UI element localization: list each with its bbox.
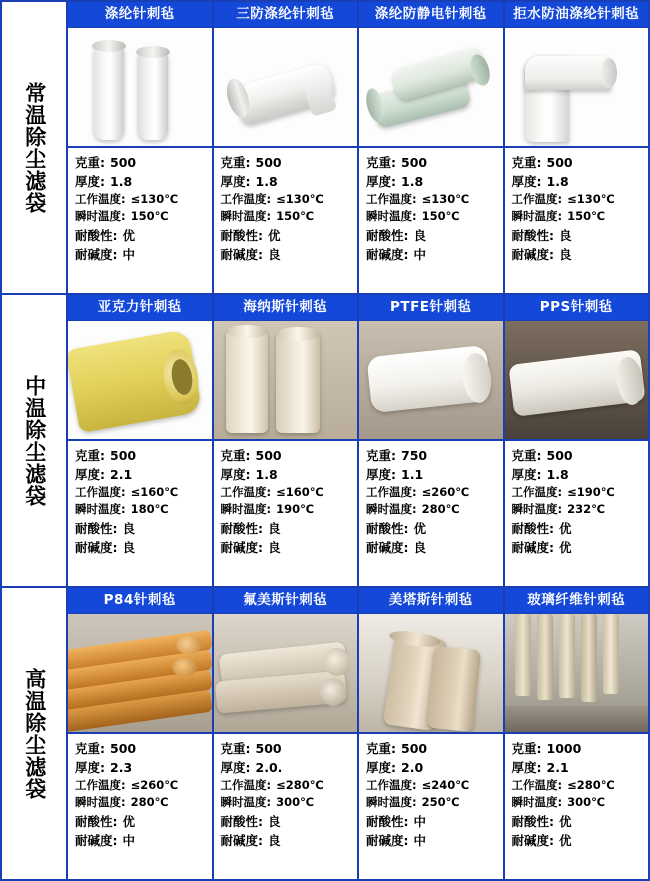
spec-value: 优: [122, 813, 136, 829]
spec-value: 优: [559, 813, 572, 829]
spec-key: 耐酸性:: [220, 227, 263, 243]
product-title: 涤纶防静电针刺毡: [359, 2, 503, 28]
product-photo-beige-fms-bags-stack: [214, 614, 358, 734]
spec-row: [75, 446, 208, 465]
spec-row: [221, 831, 354, 850]
spec-key: 耐碱度:: [511, 246, 554, 262]
spec-key: 瞬时温度:: [220, 502, 272, 517]
spec-value: 良: [559, 246, 572, 262]
spec-key: 瞬时温度:: [366, 502, 417, 517]
spec-list: [214, 441, 358, 586]
spec-value: ≤160℃: [276, 484, 324, 499]
spec-row: [366, 245, 499, 264]
spec-key: 厚度:: [366, 759, 396, 775]
spec-key: 耐碱度:: [366, 246, 409, 262]
card-group-normal-temp: [68, 2, 648, 293]
product-title: 玻璃纤维针刺毡: [505, 588, 649, 614]
spec-value: 150℃: [567, 209, 606, 224]
product-title: 拒水防油涤纶针刺毡: [505, 2, 649, 28]
spec-row: [75, 758, 208, 777]
spec-value: 良: [268, 832, 281, 848]
spec-key: 耐酸性:: [75, 520, 118, 536]
spec-key: 耐酸性:: [511, 813, 554, 829]
spec-row: [221, 208, 354, 225]
spec-row: [512, 465, 645, 484]
spec-key: 工作温度:: [366, 484, 417, 499]
spec-key: 厚度:: [366, 466, 396, 482]
spec-row: [75, 794, 208, 811]
spec-row: [221, 501, 354, 518]
product-title: 海纳斯针刺毡: [214, 295, 358, 321]
spec-value: 1.8: [401, 173, 424, 189]
spec-value: 500: [401, 154, 428, 170]
spec-value: 500: [110, 154, 137, 170]
spec-value: 250℃: [421, 795, 460, 810]
spec-key: 克重:: [511, 447, 542, 463]
spec-row: [221, 226, 354, 245]
spec-value: 1.8: [110, 173, 133, 189]
spec-key: 厚度:: [511, 173, 542, 189]
spec-key: 厚度:: [511, 759, 542, 775]
spec-key: 耐碱度:: [366, 832, 409, 848]
spec-value: 中: [413, 813, 427, 829]
spec-value: 良: [268, 813, 281, 829]
product-photo-white-bent-bag: [505, 28, 649, 148]
spec-value: 500: [255, 154, 282, 170]
spec-row: [366, 777, 499, 794]
product-title: 三防涤纶针刺毡: [214, 2, 358, 28]
spec-key: 厚度:: [511, 466, 542, 482]
spec-list: [214, 734, 358, 879]
spec-value: ≤260℃: [130, 777, 179, 792]
spec-row: [366, 812, 499, 831]
spec-row: [75, 519, 208, 538]
product-band-high-temp: [2, 588, 648, 879]
spec-value: 中: [413, 246, 427, 262]
product-title: 涤纶针刺毡: [68, 2, 212, 28]
spec-value: ≤260℃: [421, 484, 470, 499]
spec-row: [366, 446, 499, 465]
product-band-medium-temp: [2, 295, 648, 588]
product-title: P84针刺毡: [68, 588, 212, 614]
spec-row: [512, 446, 645, 465]
spec-key: 耐碱度:: [366, 539, 409, 555]
spec-row: [366, 519, 499, 538]
spec-key: 瞬时温度:: [511, 795, 563, 810]
spec-value: 1.8: [255, 466, 278, 482]
spec-row: [221, 153, 354, 172]
product-title: PPS针刺毡: [505, 295, 649, 321]
spec-value: 优: [122, 227, 136, 243]
product-photo-orange-p84-bags-stack: [68, 614, 212, 734]
spec-row: [75, 245, 208, 264]
spec-key: 瞬时温度:: [366, 209, 417, 224]
spec-value: 良: [268, 246, 281, 262]
spec-list: [68, 148, 212, 293]
spec-value: 中: [122, 246, 136, 262]
spec-key: 厚度:: [75, 759, 105, 775]
spec-value: 500: [401, 740, 428, 756]
spec-list: [359, 148, 503, 293]
spec-value: 500: [110, 740, 137, 756]
spec-row: [512, 501, 645, 518]
spec-row: [221, 538, 354, 557]
spec-key: 工作温度:: [366, 777, 417, 792]
spec-value: ≤190℃: [567, 484, 615, 499]
spec-row: [366, 172, 499, 191]
spec-value: ≤160℃: [130, 484, 179, 499]
spec-key: 瞬时温度:: [220, 209, 272, 224]
spec-row: [366, 739, 499, 758]
spec-row: [512, 484, 645, 501]
spec-key: 瞬时温度:: [75, 209, 126, 224]
spec-list: [505, 441, 649, 586]
spec-key: 瞬时温度:: [366, 795, 417, 810]
spec-list: [68, 734, 212, 879]
band-label-text: 中温除尘滤袋: [22, 374, 47, 507]
product-band-normal-temp: [2, 2, 648, 295]
spec-key: 厚度:: [75, 466, 105, 482]
spec-value: 150℃: [130, 209, 169, 224]
spec-row: [221, 794, 354, 811]
product-card[interactable]: [505, 295, 649, 586]
product-card[interactable]: [505, 2, 649, 293]
spec-value: 150℃: [421, 209, 460, 224]
product-card[interactable]: [505, 588, 649, 879]
spec-key: 耐碱度:: [75, 246, 118, 262]
band-label-medium-temp: [2, 295, 68, 586]
spec-row: [75, 226, 208, 245]
spec-key: 耐酸性:: [366, 813, 409, 829]
spec-row: [366, 501, 499, 518]
card-group-medium-temp: [68, 295, 648, 586]
spec-row: [221, 446, 354, 465]
spec-row: [221, 465, 354, 484]
spec-key: 克重:: [75, 154, 105, 170]
spec-key: 克重:: [366, 154, 396, 170]
spec-key: 克重:: [511, 154, 542, 170]
spec-row: [75, 777, 208, 794]
spec-value: ≤280℃: [276, 777, 324, 792]
product-title: PTFE针刺毡: [359, 295, 503, 321]
spec-key: 厚度:: [75, 173, 105, 189]
spec-value: 1000: [546, 740, 582, 756]
spec-value: 1.1: [401, 466, 424, 482]
spec-row: [512, 538, 645, 557]
spec-value: 良: [268, 520, 281, 536]
spec-row: [512, 226, 645, 245]
spec-row: [512, 739, 645, 758]
spec-row: [75, 465, 208, 484]
spec-value: 优: [559, 832, 572, 848]
product-photo-green-grey-bags-pair: [359, 28, 503, 148]
spec-key: 工作温度:: [511, 777, 563, 792]
spec-value: 1.8: [546, 466, 569, 482]
spec-key: 克重:: [75, 447, 105, 463]
product-card[interactable]: [214, 2, 360, 293]
spec-value: 500: [546, 447, 573, 463]
spec-key: 工作温度:: [220, 777, 272, 792]
spec-key: 耐酸性:: [511, 520, 554, 536]
spec-row: [366, 191, 499, 208]
spec-value: 2.0.: [255, 759, 283, 775]
spec-value: 中: [413, 832, 427, 848]
spec-key: 耐酸性:: [75, 813, 118, 829]
spec-row: [512, 777, 645, 794]
band-label-high-temp: [2, 588, 68, 879]
spec-row: [221, 519, 354, 538]
product-photo-cream-bags-pair: [214, 321, 358, 441]
product-card[interactable]: [68, 295, 214, 586]
spec-key: 耐碱度:: [220, 246, 263, 262]
product-card[interactable]: [359, 588, 505, 879]
product-card[interactable]: [214, 588, 360, 879]
spec-key: 瞬时温度:: [75, 502, 126, 517]
spec-key: 瞬时温度:: [511, 209, 563, 224]
spec-row: [75, 739, 208, 758]
spec-row: [75, 172, 208, 191]
spec-key: 工作温度:: [511, 191, 563, 206]
spec-row: [512, 812, 645, 831]
spec-row: [75, 153, 208, 172]
spec-value: 优: [559, 539, 572, 555]
spec-value: 优: [559, 520, 572, 536]
spec-key: 耐碱度:: [511, 539, 554, 555]
card-group-high-temp: [68, 588, 648, 879]
spec-key: 工作温度:: [75, 191, 126, 206]
spec-key: 克重:: [511, 740, 542, 756]
spec-value: 500: [110, 447, 137, 463]
spec-list: [359, 441, 503, 586]
spec-row: [512, 519, 645, 538]
spec-row: [512, 794, 645, 811]
spec-key: 工作温度:: [220, 484, 272, 499]
spec-row: [75, 208, 208, 225]
spec-row: [366, 831, 499, 850]
product-photo-white-pps-bag-dark-bg: [505, 321, 649, 441]
spec-key: 厚度:: [220, 466, 251, 482]
spec-list: [359, 734, 503, 879]
spec-value: 500: [255, 447, 282, 463]
spec-value: ≤130℃: [421, 191, 470, 206]
spec-row: [75, 831, 208, 850]
spec-key: 耐碱度:: [220, 832, 263, 848]
spec-row: [221, 484, 354, 501]
product-photo-two-white-filter-bags: [68, 28, 212, 148]
spec-key: 瞬时温度:: [511, 502, 563, 517]
spec-key: 厚度:: [220, 173, 251, 189]
product-title: 氟美斯针刺毡: [214, 588, 358, 614]
product-title: 美塔斯针刺毡: [359, 588, 503, 614]
spec-key: 克重:: [220, 447, 251, 463]
spec-key: 克重:: [75, 740, 105, 756]
spec-row: [221, 777, 354, 794]
spec-key: 克重:: [366, 447, 396, 463]
spec-value: 2.3: [110, 759, 133, 775]
product-card[interactable]: [359, 295, 505, 586]
product-photo-white-ptfe-bag: [359, 321, 503, 441]
spec-key: 耐酸性:: [220, 520, 263, 536]
spec-key: 厚度:: [366, 173, 396, 189]
band-label-text: 常温除尘滤袋: [22, 81, 47, 214]
spec-value: ≤280℃: [567, 777, 615, 792]
spec-key: 耐酸性:: [220, 813, 263, 829]
spec-value: 2.1: [110, 466, 133, 482]
spec-value: 750: [401, 447, 428, 463]
spec-value: ≤130℃: [276, 191, 324, 206]
spec-value: 1.8: [255, 173, 278, 189]
spec-value: 300℃: [567, 795, 606, 810]
spec-row: [366, 794, 499, 811]
spec-row: [221, 172, 354, 191]
spec-value: 150℃: [276, 209, 315, 224]
spec-row: [221, 245, 354, 264]
spec-row: [366, 465, 499, 484]
spec-value: 良: [122, 539, 136, 555]
spec-key: 厚度:: [220, 759, 251, 775]
product-photo-glass-fiber-bags-hanging: [505, 614, 649, 734]
spec-value: 500: [255, 740, 282, 756]
spec-value: 优: [413, 520, 427, 536]
spec-row: [366, 758, 499, 777]
spec-row: [75, 501, 208, 518]
spec-key: 工作温度:: [511, 484, 563, 499]
spec-row: [512, 831, 645, 850]
spec-row: [366, 484, 499, 501]
band-label-text: 高温除尘滤袋: [22, 667, 47, 800]
spec-value: 190℃: [276, 502, 315, 517]
product-card[interactable]: [214, 295, 360, 586]
spec-row: [75, 538, 208, 557]
spec-row: [366, 226, 499, 245]
product-title: 亚克力针刺毡: [68, 295, 212, 321]
spec-value: 优: [268, 227, 281, 243]
spec-key: 克重:: [366, 740, 396, 756]
spec-value: 中: [122, 832, 136, 848]
spec-value: 180℃: [130, 502, 169, 517]
spec-value: 良: [268, 539, 281, 555]
spec-value: 500: [546, 154, 573, 170]
spec-value: ≤130℃: [130, 191, 179, 206]
spec-row: [366, 538, 499, 557]
spec-list: [505, 148, 649, 293]
spec-key: 瞬时温度:: [220, 795, 272, 810]
spec-value: 良: [559, 227, 572, 243]
spec-key: 耐碱度:: [75, 539, 118, 555]
spec-value: ≤130℃: [567, 191, 615, 206]
spec-key: 耐酸性:: [366, 520, 409, 536]
spec-list: [68, 441, 212, 586]
spec-value: 1.8: [546, 173, 569, 189]
spec-value: 280℃: [130, 795, 169, 810]
spec-value: ≤240℃: [421, 777, 470, 792]
product-photo-yellow-acrylic-bag: [68, 321, 212, 441]
spec-list: [505, 734, 649, 879]
spec-key: 耐酸性:: [511, 227, 554, 243]
spec-key: 克重:: [220, 154, 251, 170]
spec-key: 工作温度:: [220, 191, 272, 206]
spec-row: [512, 245, 645, 264]
product-card[interactable]: [68, 2, 214, 293]
spec-list: [214, 148, 358, 293]
spec-row: [366, 153, 499, 172]
spec-key: 工作温度:: [75, 777, 126, 792]
spec-key: 工作温度:: [366, 191, 417, 206]
spec-row: [512, 208, 645, 225]
spec-row: [512, 758, 645, 777]
spec-value: 良: [413, 539, 427, 555]
spec-value: 2.0: [401, 759, 424, 775]
spec-row: [75, 484, 208, 501]
spec-key: 瞬时温度:: [75, 795, 126, 810]
spec-value: 300℃: [276, 795, 315, 810]
spec-row: [221, 739, 354, 758]
spec-row: [221, 191, 354, 208]
spec-key: 耐碱度:: [75, 832, 118, 848]
spec-value: 280℃: [421, 502, 460, 517]
spec-row: [221, 758, 354, 777]
spec-key: 耐碱度:: [220, 539, 263, 555]
product-card[interactable]: [68, 588, 214, 879]
spec-value: 2.1: [546, 759, 569, 775]
spec-key: 克重:: [220, 740, 251, 756]
spec-row: [75, 812, 208, 831]
spec-row: [512, 191, 645, 208]
band-label-normal-temp: [2, 2, 68, 293]
product-photo-tan-metas-bags: [359, 614, 503, 734]
spec-row: [221, 812, 354, 831]
spec-value: 良: [122, 520, 136, 536]
spec-key: 耐酸性:: [366, 227, 409, 243]
spec-key: 耐碱度:: [511, 832, 554, 848]
product-photo-white-bag-with-collar: [214, 28, 358, 148]
spec-value: 232℃: [567, 502, 606, 517]
spec-key: 耐酸性:: [75, 227, 118, 243]
spec-value: 良: [413, 227, 427, 243]
spec-row: [512, 172, 645, 191]
spec-row: [366, 208, 499, 225]
spec-key: 工作温度:: [75, 484, 126, 499]
product-card[interactable]: [359, 2, 505, 293]
spec-row: [75, 191, 208, 208]
spec-row: [512, 153, 645, 172]
